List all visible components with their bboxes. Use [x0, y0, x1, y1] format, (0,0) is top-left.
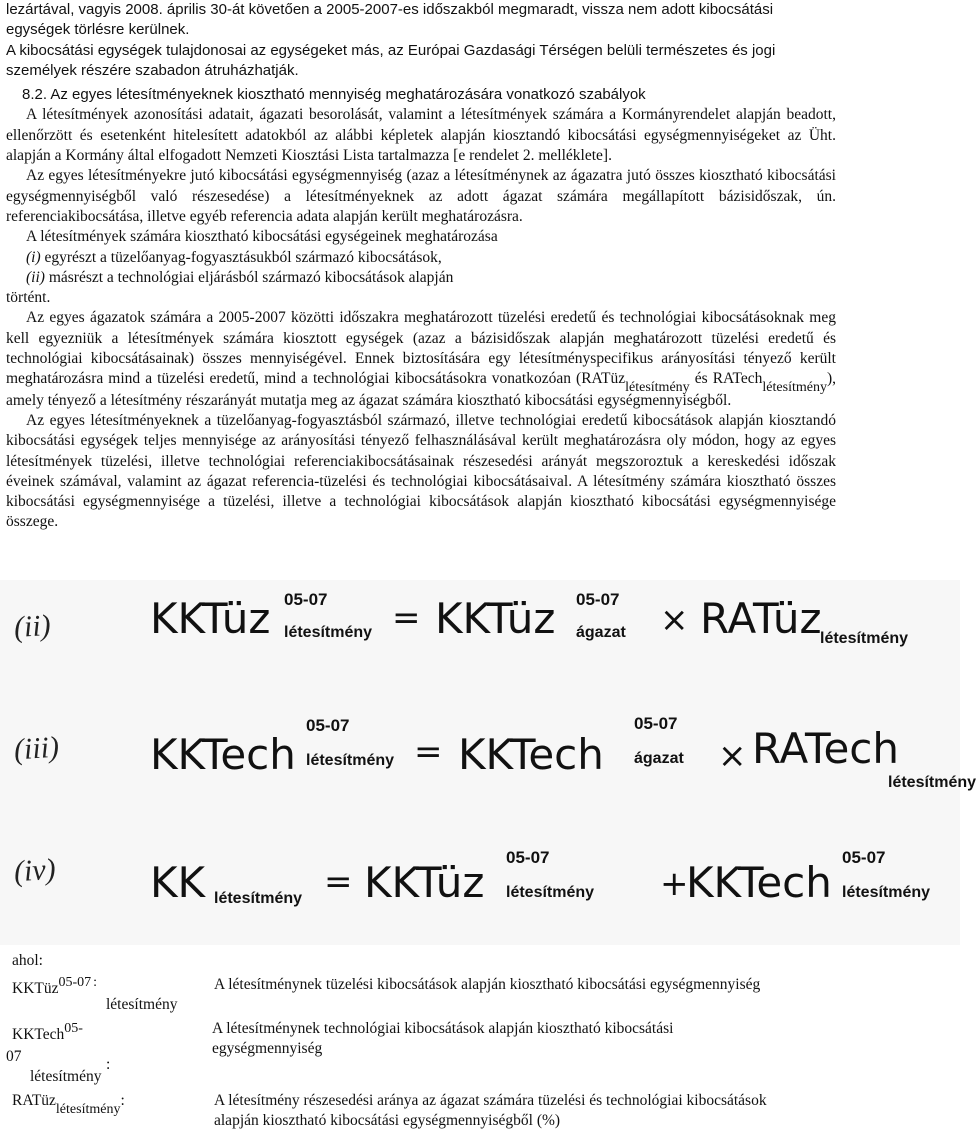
list-marker: (i)	[26, 248, 41, 266]
formula-subscript: létesítmény	[214, 890, 303, 907]
formula-image	[0, 580, 976, 945]
definition-text: A létesítménynek tüzelési kibocsátások alapján kiosztható kibocsátási egységmennyiség	[214, 976, 761, 993]
term-colon: :	[106, 1056, 111, 1073]
term-superscript: 05-	[64, 1021, 83, 1036]
paragraph: A létesítmények számára kiosztható kibocsátási egységeinek meghatározása	[26, 228, 498, 246]
formula-subscript: ágazat	[576, 624, 626, 641]
definitions-intro: ahol:	[12, 952, 43, 969]
paragraph: Az egyes létesítményeknek a tüzelőanyag-fogyasztásból származó, illetve technológiai eredetű kibocsátások alapján kiosztandó kibocsátási egységek teljes mennyisége az arányosítási tényező felhasználásával került meghatározásra oly módon, hogy az egyes létesítmények tüzelési, illetve technológiai referenciakibocsátásainak részesedési arányát megszoroztuk a kereskedési időszak éveinek számával, valamint az ágazat referencia-tüzelési és technológiai kibocsátásaival. A létesítmény számára kiosztható összes kibocsátási egységmennyisége a tüzelési, illetve a technológiai kibocsátások alapján kiosztható kibocsátási egységmennyisége összege.	[6, 411, 836, 531]
paragraph-line: történt.	[6, 289, 51, 307]
term-text: RATüz	[12, 1092, 56, 1109]
formula-superscript: 05-07	[284, 590, 328, 609]
subscript: létesítmény	[625, 380, 690, 396]
formula-term: KKTech	[686, 858, 832, 907]
formula-ii	[0, 580, 960, 698]
term-superscript: 05-07	[58, 975, 92, 990]
formula-operator: =	[392, 598, 421, 638]
formula-operator: =	[414, 732, 443, 772]
definitions	[0, 945, 960, 1132]
definition-term	[12, 1021, 83, 1046]
formula-lhs: KKTech	[150, 730, 296, 779]
formula-term: RATüz	[700, 594, 822, 643]
formula-subscript: létesítmény	[506, 884, 595, 901]
paragraph-line: személyek részére szabadon átruházhatják.	[6, 61, 299, 79]
list-item	[6, 268, 836, 288]
term-text: KKTüz	[12, 980, 59, 997]
list-marker: (ii)	[26, 268, 45, 286]
formula-label: (iii)	[12, 730, 61, 767]
definition-subscript: létesítmény	[106, 996, 178, 1013]
formula-subscript: létesítmény	[842, 884, 931, 901]
section-heading: 8.2. Az egyes létesítményeknek kiosztható mennyiség meghatározására vonatkozó szabályok	[22, 86, 646, 104]
formula-subscript: létesítmény	[888, 774, 976, 791]
formula-superscript: 05-07	[842, 848, 886, 867]
list-item	[6, 248, 836, 268]
formula-operator: ×	[660, 600, 689, 640]
text-run: ), amely tényező a létesítmény részarányát mutatja meg az ágazat számára kiosztható kibocsátási egységmennyiségből.	[6, 370, 837, 409]
paragraph: A létesítmények azonosítási adatait, ágazati besorolását, valamint a létesítmények számára a Kormányrendelet alapján beadott, ellenőrzött és esetenként hitelesített adatokból az alábbi képletek alapján kiosztandó kibocsátási egységmennyiségeket az Üht. alapján a Kormány által elfogadott Nemzeti Kiosztási Lista tartalmazza [e rendelet 2. melléklete].	[6, 106, 836, 165]
formula-term: RATech	[752, 724, 900, 773]
paragraph-line: egységek törlésre kerülnek.	[6, 21, 190, 39]
term-subscript: létesítmény	[55, 1102, 121, 1117]
formula-operator: ×	[718, 736, 747, 776]
definition-text: egységmennyiség	[212, 1040, 323, 1057]
formula-superscript: 05-07	[306, 716, 350, 735]
term-colon: :	[93, 975, 98, 990]
formula-lhs: KKTüz	[150, 594, 271, 643]
subscript: létesítmény	[762, 380, 827, 396]
definition-text: A létesítménynek technológiai kibocsátások alapján kiosztható kibocsátási	[212, 1020, 674, 1037]
formula-term: KKTüz	[435, 594, 556, 643]
term-text: KKTech	[12, 1026, 65, 1043]
formula-label: (ii)	[12, 608, 52, 645]
text-run: Az egyes ágazatok számára a 2005-2007 közötti időszakra meghatározott tüzelési eredetű és technológiai kibocsátásoknak meg kell egyezniük a létesítmények számára kiosztott egységek (azaz a bázisidőszak alapján meghatározott tüzelési eredetű és technológiai kibocsátásainak) összes mennyiségével. Ennek biztosítására egy létesítményspecifikus arányosítási tényező került meghatározásra mind a tüzelési eredetű, mind a technológiai kibocsátásokra vonatkozóan (RATüz	[6, 309, 836, 388]
formula-superscript: 05-07	[634, 714, 678, 733]
definition-term-cont: 07	[6, 1048, 22, 1065]
definition-subscript: létesítmény	[30, 1068, 102, 1085]
formula-superscript: 05-07	[576, 590, 620, 609]
paragraph-line: A kibocsátási egységek tulajdonosai az egységeket más, az Európai Gazdasági Térségen belüli természetes és jogi	[6, 41, 776, 59]
formula-operator: =	[324, 862, 353, 902]
list-text: másrészt a technológiai eljárásból származó kibocsátások alapján	[44, 268, 454, 286]
formula-subscript: létesítmény	[284, 624, 373, 641]
formula-subscript: ágazat	[634, 750, 684, 767]
paragraph-line: lezártával, vagyis 2008. április 30-át követően a 2005-2007-es időszakból megmaradt, vissza nem adott kibocsátási	[6, 1, 774, 18]
formula-lhs: KK	[150, 858, 206, 907]
formula-label: (iv)	[12, 852, 57, 889]
formula-superscript: 05-07	[506, 848, 550, 867]
document-body	[6, 0, 836, 533]
definition-term	[12, 1091, 125, 1117]
definition-term	[12, 975, 98, 1000]
definition-text: alapján kiosztható kibocsátási egységmennyiségből (%)	[214, 1112, 561, 1129]
formula-iii	[0, 702, 976, 820]
formula-subscript: létesítmény	[306, 752, 395, 769]
text-run: és RATech	[689, 370, 763, 388]
formula-term: KKTüz	[364, 858, 485, 907]
list-text: egyrészt a tüzelőanyag-fogyasztásukból származó kibocsátások,	[40, 248, 442, 266]
paragraph	[6, 308, 836, 410]
formula-subscript: létesítmény	[820, 630, 909, 647]
definition-text: A létesítmény részesedési aránya az ágazat számára tüzelési és technológiai kibocsátások	[214, 1092, 767, 1109]
term-colon: :	[120, 1092, 125, 1109]
formula-term: KKTech	[458, 730, 604, 779]
formula-iv	[0, 824, 960, 942]
paragraph: Az egyes létesítményekre jutó kibocsátási egységmennyiség (azaz a létesítménynek az ágazatra jutó összes kiosztható kibocsátási egységmennyiségből való részesedése) a létesítményeknek az adott ágazat számára megállapított bázisidőszak, ún. referenciakibocsátása, illetve egyéb referencia adata alapján került meghatározásra.	[6, 167, 836, 225]
formula-operator: +	[660, 864, 689, 904]
